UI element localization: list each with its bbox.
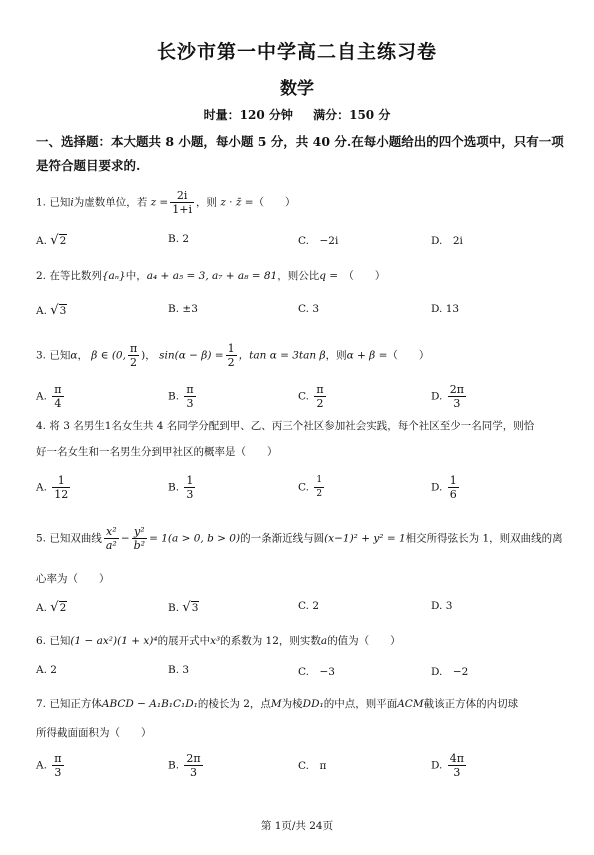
q7-option-d: D. $\frac{4\pi}{3}$ bbox=[431, 752, 464, 779]
q3-option-b: B. $\frac{\pi}{3}$ bbox=[168, 383, 194, 410]
full-score: 满分：150 分 bbox=[313, 108, 391, 122]
q7-option-c: C. π bbox=[298, 760, 327, 772]
question-5-line-1: 5. 已知双曲线 $\frac{\text{x²}}{\text{a²}}$ − $\frac{\text{y²}}{\text{b²}}$ = 1(a > 0, b > 0)的一条渐近线与圆(x−1)² + y² = 1相交所得弦长为 1，则双曲线的离 bbox=[36, 525, 563, 552]
q3-option-c: C. $\frac{\pi}{2}$ bbox=[298, 383, 324, 410]
q6-option-a: A. 2 bbox=[36, 664, 57, 676]
time-limit: 时量：120 分钟 bbox=[203, 108, 293, 122]
question-5-line-2: 心率为（ ） bbox=[36, 573, 110, 585]
q5-option-d: D. 3 bbox=[431, 600, 453, 612]
question-6: 6. 已知(1 − ax²)(1 + x)⁴的展开式中x³的系数为 12，则实数a的值为（ ） bbox=[36, 635, 401, 647]
q4-option-d: D. $\frac{1}{6}$ bbox=[431, 474, 457, 501]
q5-option-c: C. 2 bbox=[298, 600, 320, 612]
question-7-line-2: 所得截面面积为（ ） bbox=[36, 727, 152, 739]
exam-title: 长沙市第一中学高二自主练习卷 bbox=[156, 41, 437, 63]
q3-option-d: D. $\frac{2\pi}{3}$ bbox=[431, 383, 464, 410]
q4-option-c: C. $\frac{1}{2}$ bbox=[298, 475, 323, 499]
question-1: 1. 已知i为虚数单位，若 z = $\frac{2i}{1+i}$ ，则 z · z̄ =（ ） bbox=[36, 189, 296, 216]
page-number: 第 1页/共 24页 bbox=[260, 820, 334, 832]
q5-option-b: B. √3 bbox=[168, 600, 199, 615]
q4-option-b: B. $\frac{1}{3}$ bbox=[168, 474, 194, 501]
q6-option-b: B. 3 bbox=[168, 664, 190, 676]
q3-option-a: A. $\frac{\pi}{4}$ bbox=[36, 383, 62, 410]
q4-option-a: A. $\frac{1}{12}$ bbox=[36, 474, 69, 501]
question-4-line-2: 好一名女生和一名男生分到甲社区的概率是（ ） bbox=[36, 446, 278, 458]
q7-option-b: B. $\frac{2\pi}{3}$ bbox=[168, 752, 201, 779]
question-2: 2. 在等比数列{aₙ}中，a₄ + a₅ = 3, a₇ + a₈ = 81，则公比q = （ ） bbox=[36, 270, 386, 282]
q5-option-a: A. √2 bbox=[36, 600, 67, 615]
q2-option-a: A. √3 bbox=[36, 303, 67, 318]
q2-option-d: D. 13 bbox=[431, 303, 460, 315]
question-3: 3. 已知α， β ∈ (0, $\frac{\pi}{2}$ )， sin(α − β) = $\frac{1}{2}$ ，tan α = 3tan β，则α + β =（ ） bbox=[36, 342, 430, 369]
q1-option-c: C. −2i bbox=[298, 235, 339, 247]
q2-option-c: C. 3 bbox=[298, 303, 320, 315]
q6-option-c: C. −3 bbox=[298, 666, 335, 678]
q1-option-d: D. 2i bbox=[431, 235, 463, 247]
q1-option-b: B. 2 bbox=[168, 233, 190, 245]
q1-option-a: A. √2 bbox=[36, 233, 67, 248]
exam-meta bbox=[0, 106, 594, 123]
q6-option-d: D. −2 bbox=[431, 666, 469, 678]
q7-option-a: A. $\frac{\pi}{3}$ bbox=[36, 752, 62, 779]
section-heading: 一、选择题：本大题共 8 小题，每小题 5 分，共 40 分.在每小题给出的四个选项中，只有一项是符合题目要求的. bbox=[36, 134, 564, 173]
question-7-line-1: 7. 已知正方体ABCD − A₁B₁C₁D₁的棱长为 2，点M为棱DD₁的中点，则平面ACM截该正方体的内切球 bbox=[36, 698, 519, 710]
subject-title: 数学 bbox=[280, 79, 314, 99]
q2-option-b: B. ±3 bbox=[168, 303, 198, 315]
question-4-line-1: 4. 将 3 名男生1名女生共 4 名同学分配到甲、乙、丙三个社区参加社会实践，每个社区至少一名同学，则恰 bbox=[36, 420, 535, 432]
